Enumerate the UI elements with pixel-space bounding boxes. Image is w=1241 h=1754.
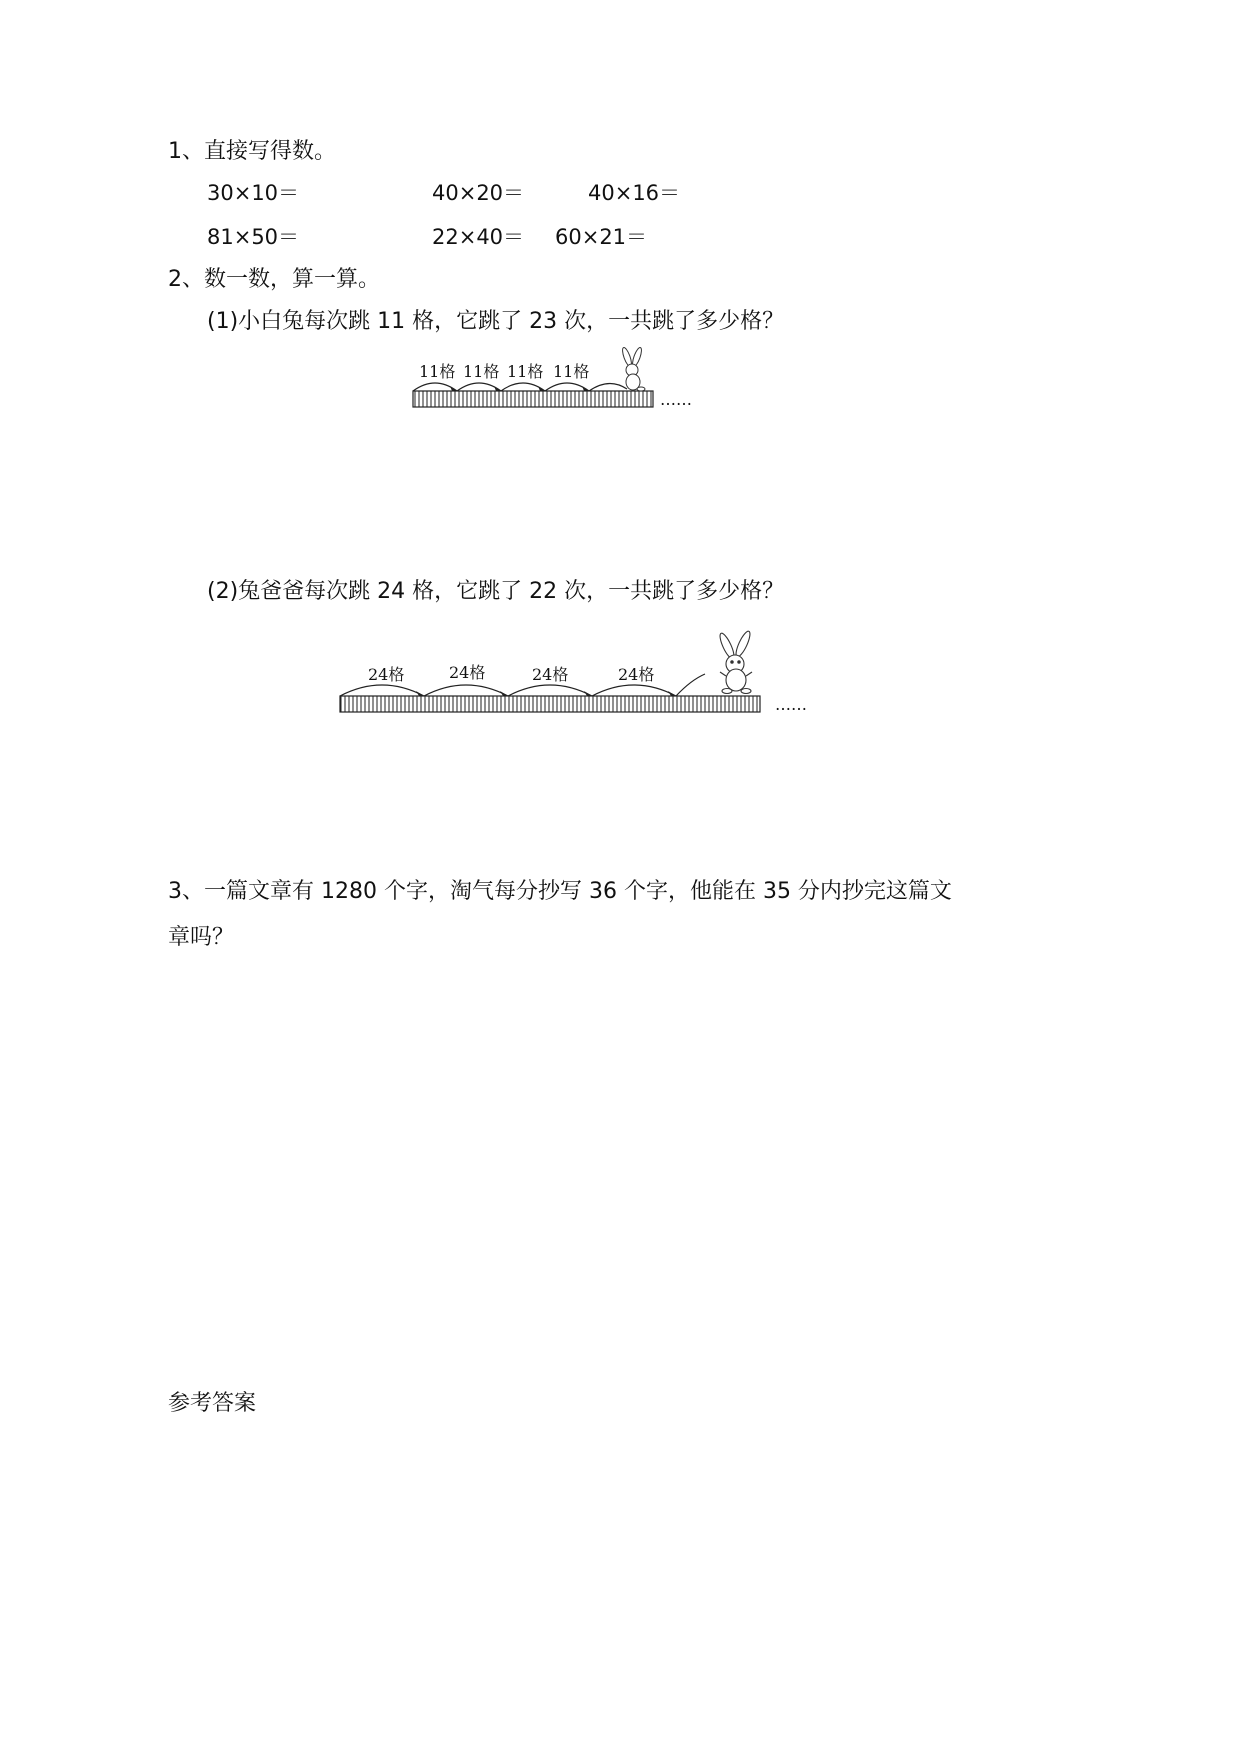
- q3-text-line1: 3、一篇文章有 1280 个字，淘气每分抄写 36 个字，他能在 35 分内抄完这篇文: [168, 879, 952, 904]
- arrow-head: [584, 691, 592, 696]
- calc-item: 40×20＝: [432, 181, 525, 205]
- jump-label: 24格: [532, 665, 569, 684]
- number-strip: [340, 696, 760, 712]
- q2-part2-text: (2)兔爸爸每次跳 24 格，它跳了 22 次，一共跳了多少格？: [207, 579, 785, 604]
- q2-part1-text: (1)小白兔每次跳 11 格，它跳了 23 次，一共跳了多少格？: [207, 309, 785, 334]
- rabbit-icon: [717, 630, 752, 694]
- q1-heading: 1、直接写得数。: [168, 139, 336, 164]
- calc-item: 30×10＝: [207, 181, 300, 205]
- answers-heading: 参考答案: [168, 1391, 257, 1416]
- jump-arc: [592, 685, 676, 696]
- jump-label: 11格: [553, 362, 590, 381]
- calc-item: 60×21＝: [555, 225, 648, 249]
- rabbit-icon: [621, 347, 645, 391]
- continuation-dots: ……: [660, 390, 692, 409]
- jump-arc: [424, 685, 508, 696]
- jump-arc: [589, 383, 627, 391]
- jump-arc: [457, 383, 501, 391]
- jump-label: 11格: [463, 362, 500, 381]
- jump-diagram-2: [335, 628, 825, 720]
- arrow-head: [416, 691, 424, 696]
- jump-diagram-1: [405, 345, 705, 415]
- arrow-head: [668, 691, 676, 696]
- calc-item: 22×40＝: [432, 225, 525, 249]
- number-strip: [413, 391, 653, 407]
- jump-arc: [676, 674, 705, 696]
- jump-arc: [413, 383, 457, 391]
- jump-label: 24格: [449, 663, 486, 682]
- jump-label: 24格: [368, 665, 405, 684]
- q2-heading: 2、数一数，算一算。: [168, 267, 380, 292]
- arrow-head: [500, 691, 508, 696]
- jump-label: 24格: [618, 665, 655, 684]
- calc-item: 81×50＝: [207, 225, 300, 249]
- jump-label: 11格: [419, 362, 456, 381]
- jump-arc: [340, 685, 424, 696]
- jump-label: 11格: [507, 362, 544, 381]
- calc-item: 40×16＝: [588, 181, 681, 205]
- continuation-dots: ……: [775, 695, 807, 714]
- q3-text-line2: 章吗？: [168, 925, 235, 950]
- jump-arc: [508, 685, 592, 696]
